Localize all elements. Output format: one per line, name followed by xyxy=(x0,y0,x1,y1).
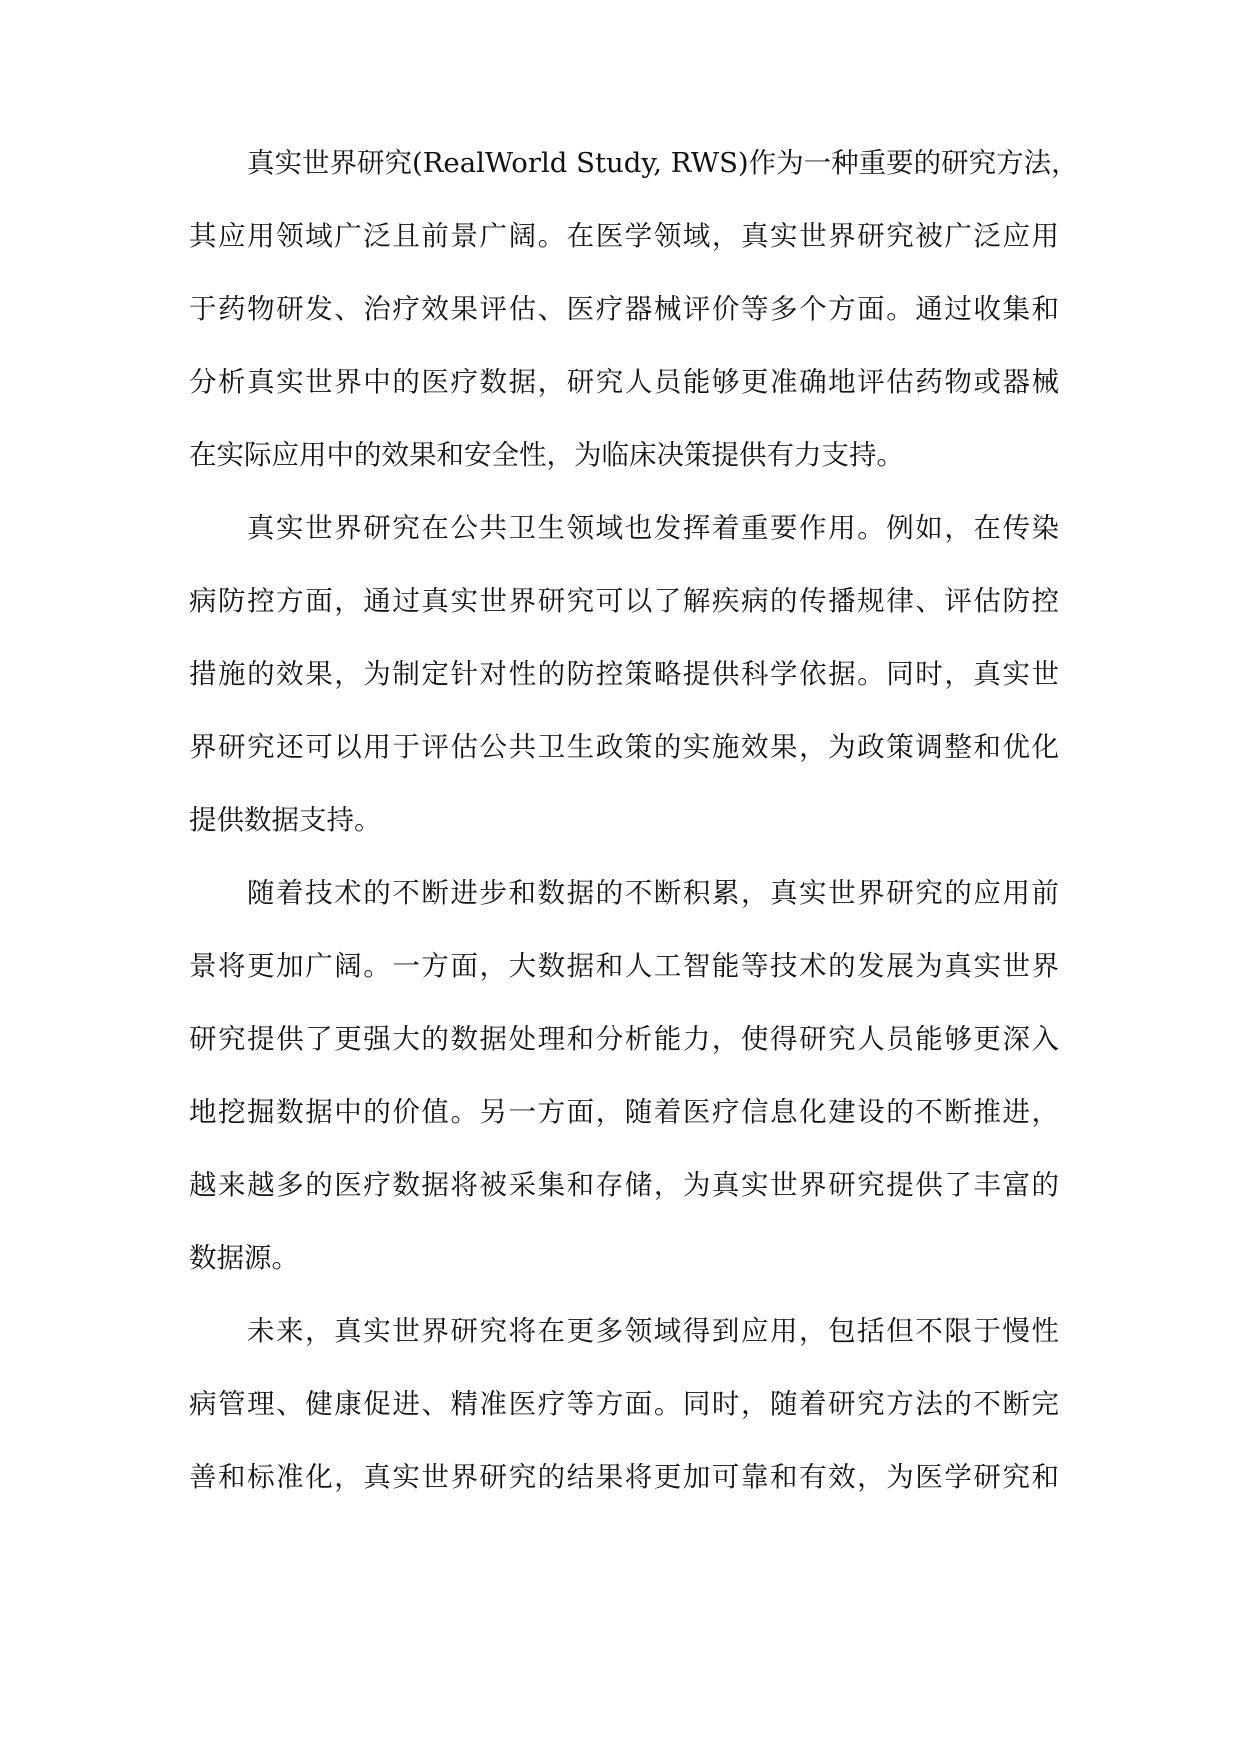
paragraph-line: 景将更加广阔。一方面，大数据和人工智能等技术的发展为真实世界 xyxy=(189,950,1059,982)
paragraph-line: 善和标准化，真实世界研究的结果将更加可靠和有效，为医学研究和 xyxy=(189,1461,1059,1493)
paragraph-line: 措施的效果，为制定针对性的防控策略提供科学依据。同时，真实世 xyxy=(189,658,1059,690)
paragraph-line: 在实际应用中的效果和安全性，为临床决策提供有力支持。 xyxy=(189,439,904,471)
paragraph-line: 未来，真实世界研究将在更多领域得到应用，包括但不限于慢性 xyxy=(247,1315,1059,1347)
paragraph-line: 其应用领域广泛且前景广阔。在医学领域，真实世界研究被广泛应用 xyxy=(189,220,1059,252)
paragraph-line: 分析真实世界中的医疗数据，研究人员能够更准确地评估药物或器械 xyxy=(189,366,1059,398)
paragraph-1 xyxy=(189,147,1079,513)
paragraph-line: 于药物研发、治疗效果评估、医疗器械评价等多个方面。通过收集和 xyxy=(189,293,1059,325)
paragraph-4 xyxy=(189,1316,1059,1535)
paragraph-line: 提供数据支持。 xyxy=(189,804,382,836)
paragraph-line: 随着技术的不断进步和数据的不断积累，真实世界研究的应用前 xyxy=(247,877,1059,909)
paragraph-line: 病防控方面，通过真实世界研究可以了解疾病的传播规律、评估防控 xyxy=(189,585,1059,617)
paragraph-3 xyxy=(189,878,1059,1316)
paragraph-line: 真实世界研究在公共卫生领域也发挥着重要作用。例如，在传染 xyxy=(247,512,1059,544)
paragraph-line: 数据源。 xyxy=(189,1242,299,1274)
document-body xyxy=(189,147,1079,1535)
paragraph-line: 地挖掘数据中的价值。另一方面，随着医疗信息化建设的不断推进， xyxy=(189,1096,1059,1128)
paragraph-2 xyxy=(189,513,1059,878)
paragraph-line: 研究提供了更强大的数据处理和分析能力，使得研究人员能够更深入 xyxy=(189,1023,1059,1055)
paragraph-line: 真实世界研究(RealWorld Study, RWS)作为一种重要的研究方法， xyxy=(247,147,1079,179)
paragraph-line: 越来越多的医疗数据将被采集和存储，为真实世界研究提供了丰富的 xyxy=(189,1169,1059,1201)
paragraph-line: 病管理、健康促进、精准医疗等方面。同时，随着研究方法的不断完 xyxy=(189,1388,1059,1420)
paragraph-line: 界研究还可以用于评估公共卫生政策的实施效果，为政策调整和优化 xyxy=(189,731,1059,763)
